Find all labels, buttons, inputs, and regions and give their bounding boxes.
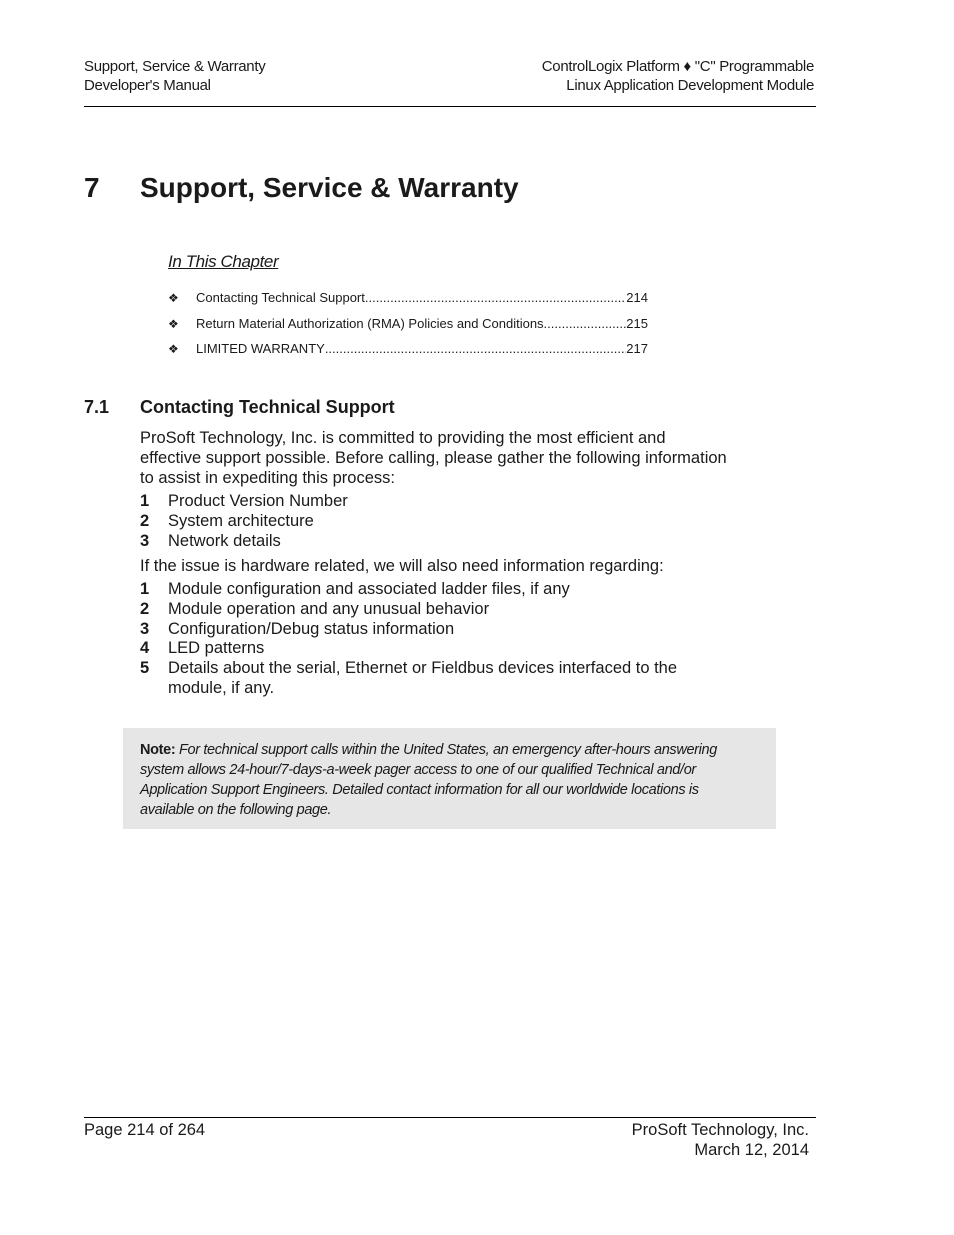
list-item [140, 659, 760, 699]
list-item-text: System architecture [168, 511, 314, 530]
diamond-bullet-icon: ❖ [168, 342, 179, 356]
toc-item-page: 215 [626, 315, 648, 331]
info-list [140, 492, 760, 551]
toc-leader-dots [544, 314, 627, 334]
intro-line: to assist in expediting this process: [140, 469, 395, 487]
footer-date: March 12, 2014 [694, 1141, 809, 1159]
note-label: Note: [140, 742, 176, 758]
intro-line: ProSoft Technology, Inc. is committed to providing the most efficient and [140, 429, 666, 447]
toc-item-label: LIMITED WARRANTY [196, 341, 325, 356]
list-item-text: Network details [168, 531, 281, 550]
toc-leader-dots [325, 339, 626, 359]
page-number: Page 214 of 264 [84, 1121, 206, 1139]
chapter-title: Support, Service & Warranty [140, 172, 519, 203]
in-this-chapter-heading: In This Chapter [168, 252, 279, 271]
chapter-toc [168, 288, 648, 365]
section-title: Contacting Technical Support [140, 397, 395, 417]
list-item-number: 4 [140, 639, 150, 658]
list-item-number: 3 [140, 531, 150, 550]
page-header [84, 57, 816, 107]
hardware-paragraph: If the issue is hardware related, we will also need information regarding: [140, 557, 664, 575]
list-item-text: Product Version Number [168, 492, 348, 510]
note-line: available on the following page. [140, 802, 332, 818]
toc-item[interactable] [168, 288, 648, 314]
intro-line: effective support possible. Before calling, please gather the following information [140, 449, 727, 467]
list-item-text: Module operation and any unusual behavior [168, 599, 490, 618]
footer-company: ProSoft Technology, Inc. [631, 1121, 809, 1139]
toc-leader-dots [365, 288, 626, 308]
toc-item-label: Return Material Authorization (RMA) Policies and Conditions [196, 315, 544, 331]
list-item [140, 639, 760, 659]
note-line: system allows 24-hour/7-days-a-week pager access to one of our qualified Technical and/or [140, 762, 696, 778]
list-item-number: 1 [140, 580, 150, 598]
chapter-number: 7 [84, 172, 100, 203]
list-item-text: Details about the serial, Ethernet or Fieldbus devices interfaced to the module, if any. [168, 659, 678, 697]
toc-item[interactable] [168, 339, 648, 365]
header-manual-name: Developer's Manual [84, 77, 211, 94]
list-item-number: 2 [140, 511, 150, 530]
note-line: For technical support calls within the United States, an emergency after-hours answering [179, 742, 717, 758]
header-left [84, 57, 265, 95]
section-number: 7.1 [84, 397, 110, 417]
note-box [123, 728, 776, 829]
toc-item-label: Contacting Technical Support [196, 290, 365, 305]
header-platform: ControlLogix Platform ♦ "C" Programmable [541, 58, 814, 75]
list-item-number: 3 [140, 619, 150, 638]
list-item [140, 512, 760, 532]
footer-right [632, 1120, 809, 1160]
list-item-text: Module configuration and associated ladder files, if any [168, 580, 570, 598]
note-text [140, 740, 750, 820]
list-item [140, 532, 760, 552]
list-item [140, 492, 760, 512]
toc-item[interactable] [168, 314, 648, 340]
toc-item-page: 217 [626, 341, 648, 356]
list-item-text: Configuration/Debug status information [168, 619, 455, 638]
diamond-bullet-icon: ❖ [168, 316, 179, 331]
list-item [140, 600, 760, 620]
toc-item-page: 214 [626, 290, 648, 305]
note-line: Application Support Engineers. Detailed contact information for all our worldwide locations is [140, 782, 699, 798]
page-footer [84, 1117, 816, 1159]
list-item [140, 580, 760, 600]
list-item-number: 1 [140, 492, 150, 510]
header-right [542, 57, 814, 95]
list-item-number: 2 [140, 599, 150, 618]
list-item-number: 5 [140, 659, 150, 678]
intro-paragraph [140, 428, 760, 488]
list-item-text: LED patterns [168, 639, 265, 658]
diamond-bullet-icon: ❖ [168, 291, 179, 305]
hardware-info-list [140, 580, 760, 699]
header-section-title: Support, Service & Warranty [84, 58, 266, 75]
list-item [140, 620, 760, 640]
header-module: Linux Application Development Module [566, 77, 814, 94]
